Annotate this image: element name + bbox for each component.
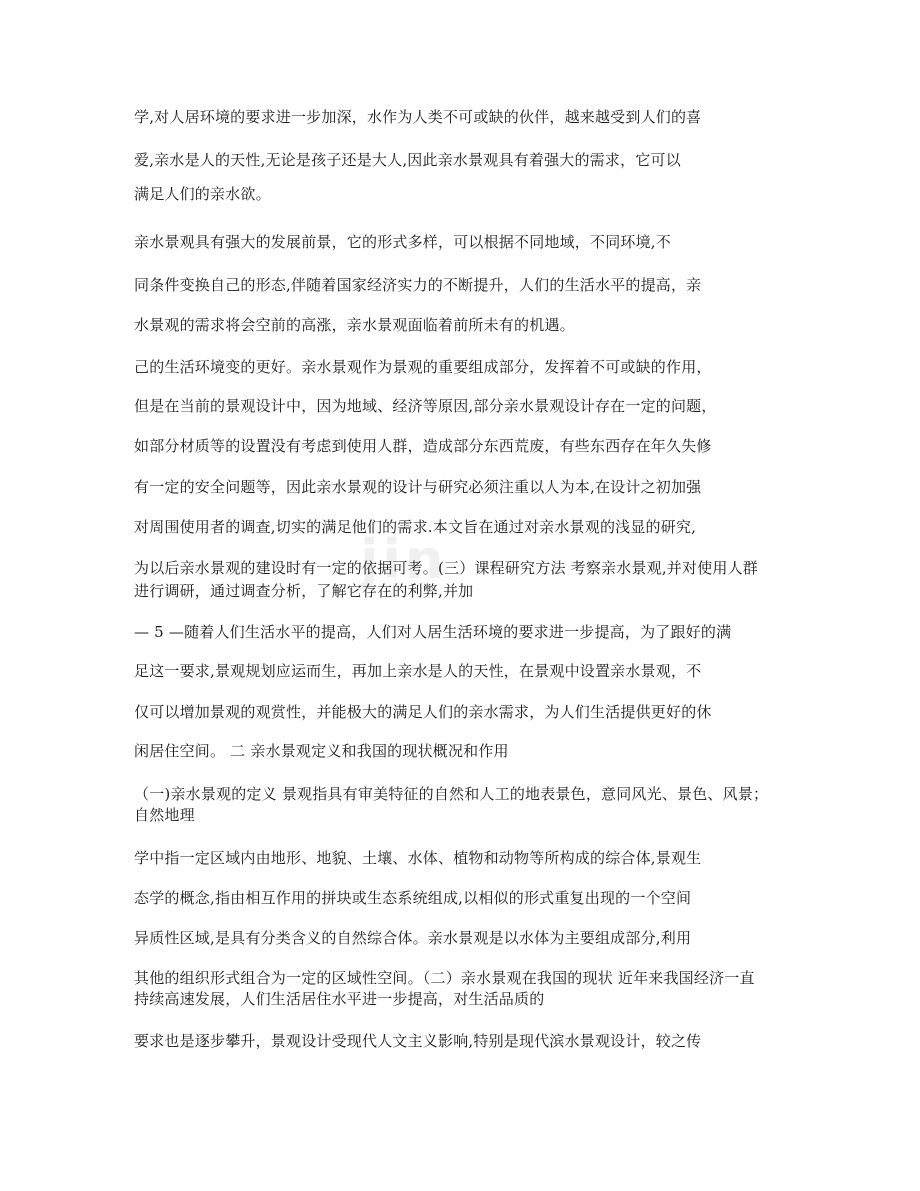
text-line: 态学的概念,指由相互作用的拼块或生态系统组成,以相似的形式重复出现的一个空间	[134, 889, 692, 907]
text-line: 进行调研，通过调查分析，了解它存在的利弊,并加	[134, 582, 474, 600]
text-line: 异质性区域,是具有分类含义的自然综合体。亲水景观是以水体为主要组成部分,利用	[134, 929, 692, 947]
text-line: 如部分材质等的设置没有考虑到使用人群，造成部分东西荒废，有些东西存在年久失修	[134, 437, 712, 455]
text-line: 有一定的安全问题等，因此亲水景观的设计与研究必须注重以人为本,在设计之初加强	[134, 478, 702, 496]
text-line: 对周围使用者的调查,切实的满足他们的需求.本文旨在通过对亲水景观的浅显的研究,	[134, 518, 697, 536]
text-line: 自然地理	[134, 806, 195, 824]
text-line: 水景观的需求将会空前的高涨，亲水景观面临着前所未有的机遇。	[134, 316, 575, 334]
text-line: 闲居住空间。 二 亲水景观定义和我国的现状概况和作用	[134, 742, 509, 760]
text-line: 但是在当前的景观设计中，因为地域、经济等原因,部分亲水景观设计存在一定的问题，	[134, 397, 717, 415]
text-line: 亲水景观具有强大的发展前景，它的形式多样，可以根据不同地域，不同环境,不	[134, 233, 671, 251]
text-line: 学中指一定区域内由地形、地貌、土壤、水体、植物和动物等所构成的综合体,景观生	[134, 849, 702, 867]
text-line: 爱,亲水是人的天性,无论是孩子还是大人,因此亲水景观具有着强大的需求，它可以	[134, 151, 681, 169]
text-line: 学,对人居环境的要求进一步加深，水作为人类不可或缺的伙伴，越来越受到人们的喜	[134, 108, 702, 126]
text-line: 仅可以增加景观的观赏性，并能极大的满足人们的亲水需求，为人们生活提供更好的休	[134, 703, 712, 721]
text-line: — 5 —随着人们生活水平的提高，人们对人居生活环境的要求进一步提高，为了跟好的满	[134, 623, 732, 641]
text-line: 己的生活环境变的更好。亲水景观作为景观的重要组成部分，发挥着不可或缺的作用，	[134, 358, 712, 376]
text-line: 同条件变换自己的形态,伴随着国家经济实力的不断提升，人们的生活水平的提高，亲	[134, 276, 702, 294]
text-line: 足这一要求,景观规划应运而生，再加上亲水是人的天性，在景观中设置亲水景观，不	[134, 662, 702, 680]
text-line: 满足人们的亲水欲。	[134, 185, 271, 203]
text-line: 其他的组织形式组合为一定的区域性空间。（二）亲水景观在我国的现状 近年来我国经济一直	[134, 969, 755, 987]
text-line: 持续高速发展，人们生活居住水平进一步提高，对生活品质的	[134, 990, 545, 1008]
text-line: （一)亲水景观的定义 景观指具有审美特征的自然和人工的地表景色，意同风光、景色、风景；	[134, 785, 769, 803]
watermark: jin	[360, 528, 448, 591]
text-line: 为以后亲水景观的建设时有一定的依据可考。(三）课程研究方法 考察亲水景观,并对使用人群	[134, 559, 758, 577]
text-line: 要求也是逐步攀升，景观设计受现代人文主义影响,特别是现代滨水景观设计，较之传	[134, 1032, 702, 1050]
